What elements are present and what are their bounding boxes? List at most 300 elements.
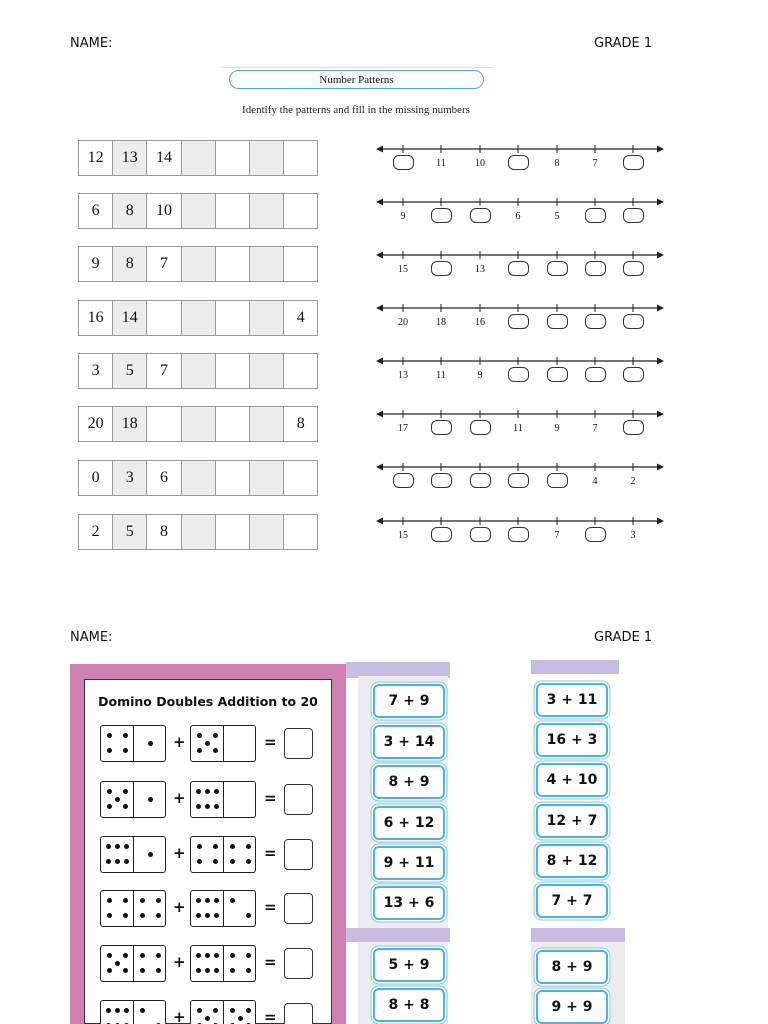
sequence-blank-cell[interactable] [215, 140, 250, 176]
domino-half [101, 837, 133, 872]
domino-pip [205, 789, 210, 794]
domino-pip [123, 748, 128, 753]
sequence-blank-cell[interactable] [249, 514, 284, 550]
addition-card[interactable]: 8 + 9 [536, 950, 608, 984]
domino-row [100, 836, 320, 874]
sequence-blank-cell[interactable] [215, 460, 250, 496]
sequence-blank-cell[interactable] [181, 460, 216, 496]
number-line-label: 11 [436, 370, 446, 381]
sequence-row [78, 406, 318, 442]
arrow-right-icon [657, 358, 664, 365]
domino-pip [214, 804, 219, 809]
number-line-blank[interactable] [547, 367, 568, 382]
equals-sign: = [264, 953, 277, 971]
addition-card[interactable]: 5 + 9 [373, 948, 445, 982]
domino-row [100, 781, 320, 819]
domino-half [133, 837, 165, 872]
sequence-blank-cell[interactable] [146, 300, 181, 336]
domino-pip [140, 968, 145, 973]
domino-pip [213, 733, 218, 738]
domino-pip [214, 913, 219, 918]
addition-card[interactable]: 9 + 11 [373, 846, 445, 880]
number-line-blank[interactable] [508, 527, 529, 542]
domino-row [100, 945, 320, 983]
domino-pip [230, 968, 235, 973]
domino-half [133, 1001, 165, 1024]
sequence-blank-cell[interactable] [283, 193, 318, 229]
number-line-blank[interactable] [431, 420, 452, 435]
number-line-label: 17 [398, 423, 408, 434]
domino-pip [246, 968, 251, 973]
sequence-cell: 5 [112, 353, 147, 389]
number-line-blank[interactable] [623, 261, 644, 276]
sequence-blank-cell[interactable] [249, 300, 284, 336]
domino-pip [230, 953, 235, 958]
domino-pip [197, 844, 202, 849]
domino-pip [197, 748, 202, 753]
number-line-blank[interactable] [623, 367, 644, 382]
domino-pip [246, 1008, 251, 1013]
number-line-label: 20 [398, 317, 408, 328]
domino-title: Domino Doubles Addition to 20 [98, 694, 318, 709]
number-line-label: 9 [554, 423, 560, 434]
addition-card[interactable]: 8 + 9 [373, 765, 445, 799]
number-line-blank[interactable] [508, 367, 529, 382]
domino-pip [196, 953, 201, 958]
addition-card[interactable]: 3 + 11 [536, 683, 608, 717]
domino-pip [213, 844, 218, 849]
arrow-left-icon [376, 146, 383, 153]
domino-pip [214, 789, 219, 794]
domino-pip [148, 797, 153, 802]
sequence-row [78, 140, 318, 176]
domino-pip [107, 953, 112, 958]
domino-tile [100, 781, 166, 818]
domino-pip [123, 898, 128, 903]
domino-half [101, 946, 133, 981]
domino-pip [124, 859, 129, 864]
domino-half [101, 891, 133, 926]
addition-card[interactable]: 12 + 7 [536, 804, 608, 838]
domino-half [223, 946, 255, 981]
number-line [374, 144, 666, 180]
sequence-cell: 14 [146, 140, 181, 176]
domino-pip [115, 859, 120, 864]
domino-tile [190, 725, 256, 762]
number-line-blank[interactable] [547, 473, 568, 488]
number-line [374, 250, 666, 286]
domino-pip [205, 1016, 210, 1021]
domino-tile [100, 725, 166, 762]
domino-pip [140, 913, 145, 918]
domino-pip [140, 1008, 145, 1013]
domino-half [191, 726, 223, 761]
number-line-label: 9 [477, 370, 483, 381]
domino-pip [205, 968, 210, 973]
number-line-label: 11 [513, 423, 523, 434]
domino-pip [205, 953, 210, 958]
domino-pip [196, 898, 201, 903]
number-line-blank[interactable] [547, 314, 568, 329]
sequence-cell: 20 [78, 406, 113, 442]
domino-pip [196, 968, 201, 973]
number-line-blank[interactable] [508, 155, 529, 170]
number-line-label: 11 [436, 158, 446, 169]
domino-pip [214, 968, 219, 973]
number-line-blank[interactable] [623, 420, 644, 435]
arrow-left-icon [376, 411, 383, 418]
number-line-axis [374, 197, 666, 209]
number-line-blank[interactable] [585, 314, 606, 329]
worksheet-title: Number Patterns [229, 70, 484, 89]
grade-label-2: GRADE 1 [594, 630, 653, 645]
number-line-label: 16 [475, 317, 485, 328]
number-line-label: 9 [400, 211, 406, 222]
sequence-cell: 6 [146, 460, 181, 496]
domino-tile [190, 890, 256, 927]
number-line-axis [374, 409, 666, 421]
number-line-blank[interactable] [431, 473, 452, 488]
domino-pip [123, 789, 128, 794]
domino-half [223, 837, 255, 872]
domino-pip [246, 913, 251, 918]
number-line-label: 15 [398, 530, 408, 541]
number-line-label: 6 [515, 211, 521, 222]
sequence-blank-cell[interactable] [249, 193, 284, 229]
arrow-left-icon [376, 305, 383, 312]
number-line-blank[interactable] [431, 527, 452, 542]
sequence-cell: 9 [78, 246, 113, 282]
domino-half [191, 1001, 223, 1024]
number-line-label: 7 [554, 530, 560, 541]
sequence-blank-cell[interactable] [181, 300, 216, 336]
card-panel-strip [346, 928, 450, 942]
arrow-left-icon [376, 199, 383, 206]
number-line [374, 197, 666, 233]
answer-box[interactable] [284, 728, 313, 759]
title-divider [222, 67, 494, 68]
domino-pip [197, 859, 202, 864]
domino-pip [115, 961, 120, 966]
domino-pip [123, 804, 128, 809]
sequence-blank-cell[interactable] [249, 460, 284, 496]
number-line-label: 18 [436, 317, 446, 328]
number-line-label: 3 [630, 530, 636, 541]
sequence-blank-cell[interactable] [249, 246, 284, 282]
card-panel-strip [531, 928, 625, 942]
domino-pip [246, 844, 251, 849]
arrow-right-icon [657, 518, 664, 525]
number-line-label: 4 [592, 476, 598, 487]
sequence-cell: 8 [112, 246, 147, 282]
plus-sign: + [173, 844, 186, 862]
arrow-left-icon [376, 252, 383, 259]
sequence-row [78, 300, 318, 336]
answer-box[interactable] [284, 839, 313, 870]
answer-box[interactable] [284, 1003, 313, 1024]
domino-pip [107, 898, 112, 903]
number-line-label: 13 [475, 264, 485, 275]
domino-pip [106, 859, 111, 864]
addition-card[interactable]: 7 + 9 [373, 684, 445, 718]
addition-card[interactable]: 13 + 6 [373, 886, 445, 920]
arrow-left-icon [376, 518, 383, 525]
number-line-blank[interactable] [623, 208, 644, 223]
number-line-label: 10 [475, 158, 485, 169]
domino-half [133, 946, 165, 981]
addition-card[interactable]: 3 + 14 [373, 725, 445, 759]
number-line-label: 5 [554, 211, 560, 222]
number-line-label: 13 [398, 370, 408, 381]
addition-card[interactable]: 16 + 3 [536, 723, 608, 757]
domino-pip [140, 953, 145, 958]
number-line-blank[interactable] [393, 473, 414, 488]
domino-pip [115, 1008, 120, 1013]
domino-pip [230, 859, 235, 864]
sequence-blank-cell[interactable] [283, 353, 318, 389]
addition-card[interactable]: 4 + 10 [536, 763, 608, 797]
equals-sign: = [264, 1008, 277, 1024]
number-line-blank[interactable] [393, 155, 414, 170]
sequence-cell: 10 [146, 193, 181, 229]
number-line-blank[interactable] [431, 261, 452, 276]
number-line-blank[interactable] [470, 527, 491, 542]
sequence-blank-cell[interactable] [215, 300, 250, 336]
number-line-blank[interactable] [623, 314, 644, 329]
domino-pip [230, 898, 235, 903]
sequence-cell: 8 [283, 406, 318, 442]
sequence-blank-cell[interactable] [249, 353, 284, 389]
name-label-2: NAME: [70, 630, 113, 645]
addition-card[interactable]: 8 + 8 [373, 988, 445, 1022]
domino-pip [156, 898, 161, 903]
sequence-cell: 3 [78, 353, 113, 389]
domino-pip [238, 1016, 243, 1021]
number-line [374, 303, 666, 339]
addition-card[interactable]: 7 + 7 [536, 884, 608, 918]
arrow-right-icon [657, 305, 664, 312]
sequence-blank-cell[interactable] [249, 406, 284, 442]
domino-pip [205, 804, 210, 809]
domino-pip [123, 913, 128, 918]
sequence-blank-cell[interactable] [215, 406, 250, 442]
domino-tile [190, 1000, 256, 1024]
answer-box[interactable] [284, 784, 313, 815]
domino-pip [156, 913, 161, 918]
domino-pip [107, 804, 112, 809]
number-line-blank[interactable] [508, 261, 529, 276]
domino-pip [196, 913, 201, 918]
domino-half [223, 891, 255, 926]
domino-half [101, 726, 133, 761]
answer-box[interactable] [284, 893, 313, 924]
sequence-blank-cell[interactable] [181, 140, 216, 176]
domino-pip [107, 789, 112, 794]
domino-pip [107, 913, 112, 918]
sequence-cell: 7 [146, 246, 181, 282]
domino-pip [213, 859, 218, 864]
sequence-blank-cell[interactable] [181, 193, 216, 229]
sequence-blank-cell[interactable] [283, 246, 318, 282]
arrow-right-icon [657, 146, 664, 153]
arrow-right-icon [657, 199, 664, 206]
sequence-cell: 8 [146, 514, 181, 550]
number-line-blank[interactable] [470, 420, 491, 435]
addition-card[interactable]: 9 + 9 [536, 990, 608, 1024]
addition-card[interactable]: 6 + 12 [373, 806, 445, 840]
sequence-row [78, 193, 318, 229]
sequence-row [78, 246, 318, 282]
domino-half [101, 782, 133, 817]
domino-pip [106, 844, 111, 849]
sequence-cell: 4 [283, 300, 318, 336]
domino-pip [156, 968, 161, 973]
addition-card[interactable]: 8 + 12 [536, 844, 608, 878]
domino-pip [148, 741, 153, 746]
number-line-blank[interactable] [585, 261, 606, 276]
domino-half [191, 946, 223, 981]
sequence-blank-cell[interactable] [249, 140, 284, 176]
plus-sign: + [173, 898, 186, 916]
sequence-blank-cell[interactable] [215, 514, 250, 550]
domino-pip [246, 953, 251, 958]
domino-pip [115, 797, 120, 802]
sequence-cell: 3 [112, 460, 147, 496]
number-line-label: 8 [554, 158, 560, 169]
domino-pip [214, 953, 219, 958]
domino-pip [124, 1008, 129, 1013]
domino-tile [190, 836, 256, 873]
sequence-cell: 16 [78, 300, 113, 336]
sequence-blank-cell[interactable] [181, 246, 216, 282]
number-line-blank[interactable] [585, 367, 606, 382]
domino-half [101, 1001, 133, 1024]
number-line-label: 2 [630, 476, 636, 487]
sequence-blank-cell[interactable] [215, 353, 250, 389]
equals-sign: = [264, 898, 277, 916]
name-label: NAME: [70, 36, 113, 51]
sequence-cell: 18 [112, 406, 147, 442]
sequence-blank-cell[interactable] [181, 514, 216, 550]
arrow-right-icon [657, 411, 664, 418]
domino-tile [100, 890, 166, 927]
number-line-blank[interactable] [508, 314, 529, 329]
domino-pip [123, 953, 128, 958]
sequence-cell: 13 [112, 140, 147, 176]
arrow-right-icon [657, 464, 664, 471]
sequence-row [78, 514, 318, 550]
plus-sign: + [173, 789, 186, 807]
domino-pip [140, 898, 145, 903]
number-line-blank[interactable] [470, 208, 491, 223]
sequence-blank-cell[interactable] [283, 460, 318, 496]
sequence-cell: 14 [112, 300, 147, 336]
plus-sign: + [173, 1008, 186, 1024]
domino-pip [230, 844, 235, 849]
domino-pip [196, 804, 201, 809]
number-line-blank[interactable] [585, 527, 606, 542]
sequence-cell: 8 [112, 193, 147, 229]
domino-half [223, 726, 255, 761]
card-panel-strip [531, 660, 619, 674]
sequence-cell: 2 [78, 514, 113, 550]
sequence-blank-cell[interactable] [283, 514, 318, 550]
sequence-cell: 5 [112, 514, 147, 550]
domino-pip [107, 748, 112, 753]
equals-sign: = [264, 733, 277, 751]
sequence-blank-cell[interactable] [146, 406, 181, 442]
domino-tile [100, 836, 166, 873]
domino-pip [246, 859, 251, 864]
answer-box[interactable] [284, 948, 313, 979]
sequence-row [78, 460, 318, 496]
domino-tile [190, 945, 256, 982]
sequence-blank-cell[interactable] [181, 406, 216, 442]
number-line-label: 7 [592, 158, 598, 169]
domino-row [100, 890, 320, 928]
number-line [374, 356, 666, 392]
sequence-blank-cell[interactable] [215, 193, 250, 229]
domino-pip [124, 844, 129, 849]
domino-tile [100, 1000, 166, 1024]
domino-pip [205, 913, 210, 918]
plus-sign: + [173, 733, 186, 751]
equals-sign: = [264, 844, 277, 862]
domino-tile [100, 945, 166, 982]
domino-pip [107, 733, 112, 738]
grade-label: GRADE 1 [594, 36, 653, 51]
domino-half [133, 782, 165, 817]
number-line-blank[interactable] [470, 473, 491, 488]
sequence-blank-cell[interactable] [215, 246, 250, 282]
domino-half [133, 891, 165, 926]
number-line-blank[interactable] [431, 208, 452, 223]
domino-pip [214, 898, 219, 903]
sequence-blank-cell[interactable] [181, 353, 216, 389]
sequence-blank-cell[interactable] [283, 140, 318, 176]
domino-pip [106, 1008, 111, 1013]
domino-pip [196, 789, 201, 794]
domino-pip [115, 844, 120, 849]
domino-row [100, 1000, 320, 1024]
domino-half [133, 726, 165, 761]
number-line-blank[interactable] [623, 155, 644, 170]
sequence-cell: 7 [146, 353, 181, 389]
domino-pip [205, 741, 210, 746]
plus-sign: + [173, 953, 186, 971]
number-line-label: 7 [592, 423, 598, 434]
arrow-left-icon [376, 358, 383, 365]
domino-pip [197, 733, 202, 738]
domino-pip [230, 1008, 235, 1013]
domino-tile [190, 781, 256, 818]
number-line-blank[interactable] [508, 473, 529, 488]
domino-pip [197, 1008, 202, 1013]
domino-half [191, 782, 223, 817]
domino-half [191, 891, 223, 926]
domino-half [191, 837, 223, 872]
number-line-blank[interactable] [547, 261, 568, 276]
sequence-cell: 0 [78, 460, 113, 496]
number-line-blank[interactable] [585, 208, 606, 223]
domino-row [100, 725, 320, 763]
arrow-left-icon [376, 464, 383, 471]
domino-pip [213, 748, 218, 753]
sequence-row [78, 353, 318, 389]
worksheet-instructions: Identify the patterns and fill in the missing numbers [242, 104, 470, 116]
equals-sign: = [264, 789, 277, 807]
domino-half [223, 1001, 255, 1024]
